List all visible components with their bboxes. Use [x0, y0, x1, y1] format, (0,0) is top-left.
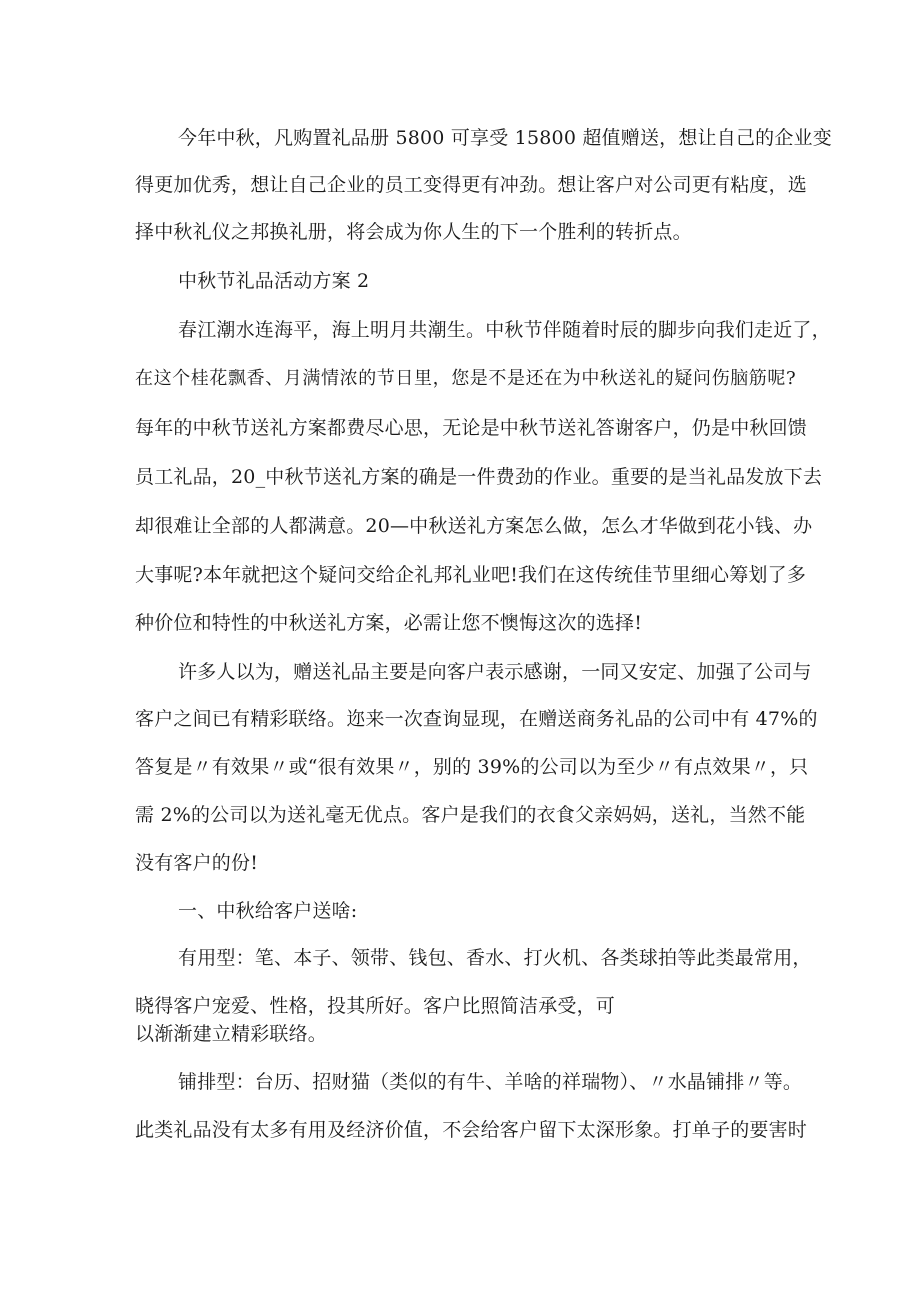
paragraph-line: 员工礼品，20_中秋节送礼方案的确是一件费劲的作业。重要的是当礼品发放下去: [135, 466, 823, 488]
paragraph-line: 以渐渐建立精彩联络。: [135, 1023, 328, 1045]
paragraph-line: 今年中秋，凡购置礼品册 5800 可享受 15800 超值赠送，想让自己的企业变: [178, 127, 832, 149]
section-heading: 中秋节礼品活动方案 2: [178, 270, 370, 292]
paragraph-line: 有用型：笔、本子、领带、钱包、香水、打火机、各类球拍等此类最常用，: [178, 947, 812, 969]
paragraph-line: 许多人以为，赠送礼品主要是向客户表示感谢，一同又安定、加强了公司与: [178, 661, 812, 683]
paragraph-line: 没有客户的份!: [135, 852, 259, 874]
paragraph-line: 晓得客户宠爱、性格，投其所好。客户比照简洁承受，可: [135, 995, 616, 1017]
paragraph-line: 在这个桂花飘香、月满情浓的节日里，您是不是还在为中秋送礼的疑问伤脑筋呢?: [135, 368, 797, 389]
paragraph-line: 每年的中秋节送礼方案都费尽心思，无论是中秋节送礼答谢客户，仍是中秋回馈: [135, 417, 808, 439]
list-heading: 一、中秋给客户送啥:: [178, 900, 358, 922]
paragraph-line: 此类礼品没有太多有用及经济价值，不会给客户留下太深形象。打单子的要害时: [135, 1119, 808, 1141]
paragraph-line: 春江潮水连海平，海上明月共潮生。中秋节伴随着时辰的脚步向我们走近了，: [178, 319, 831, 341]
paragraph-line: 择中秋礼仪之邦换礼册，将会成为你人生的下一个胜利的转折点。: [135, 221, 692, 243]
paragraph-line: 大事呢?本年就把这个疑问交给企礼邦礼业吧!我们在这传统佳节里细心筹划了多: [135, 564, 807, 586]
paragraph-line: 种价位和特性的中秋送礼方案，必需让您不懊悔这次的选择!: [135, 612, 643, 634]
paragraph-line: 得更加优秀，想让自己企业的员工变得更有冲劲。想让客户对公司更有粘度，选: [135, 174, 808, 196]
paragraph-line: 却很难让全部的人都满意。20—中秋送礼方案怎么做，怎么才华做到花小钱、办: [135, 515, 813, 537]
paragraph-line: 需 2%的公司以为送礼毫无优点。客户是我们的衣食父亲妈妈，送礼，当然不能: [135, 804, 806, 826]
paragraph-line: 铺排型：台历、招财猫（类似的有牛、羊啥的祥瑞物）、〃水晶铺排〃等。: [178, 1071, 803, 1093]
paragraph-line: 客户之间已有精彩联络。迩来一次查询显现，在赠送商务礼品的公司中有 47%的: [135, 708, 818, 730]
paragraph-line: 答复是〃有效果〃或“很有效果〃，别的 39%的公司以为至少〃有点效果〃，只: [135, 756, 809, 778]
